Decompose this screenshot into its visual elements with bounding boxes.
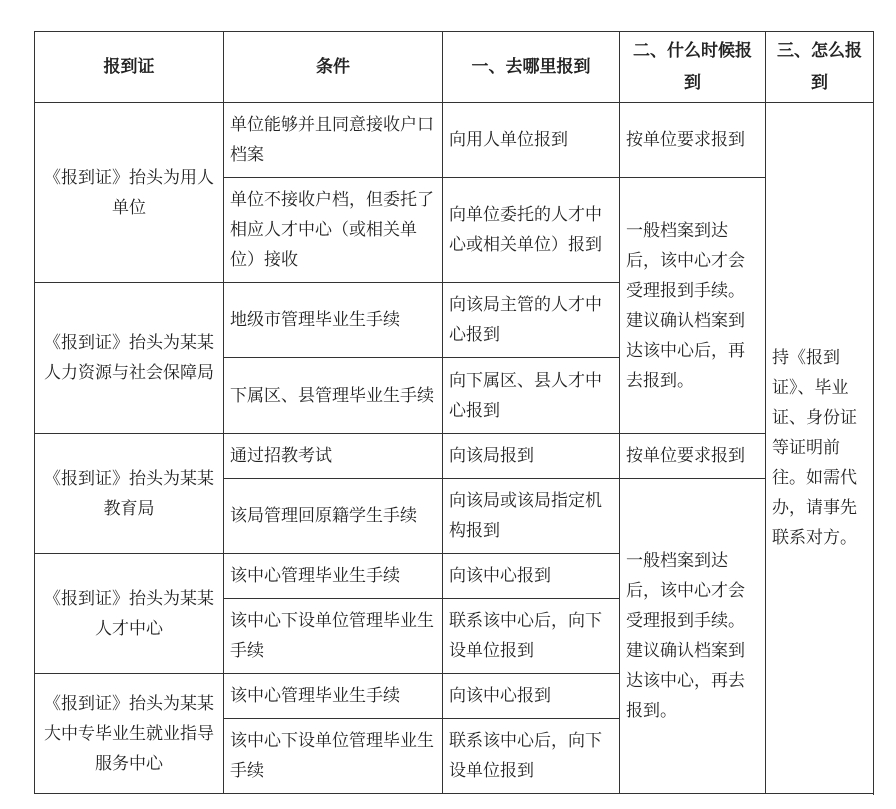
header-when: 二、什么时候报到: [620, 32, 766, 103]
cert-cell: 《报到证》抬头为某某人力资源与社会保障局: [35, 283, 224, 434]
table-row: [35, 103, 874, 178]
when-cell: 一般档案到达后，该中心才会受理报到手续。建议确认档案到达该中心，再去报到。: [620, 479, 766, 794]
condition-cell: 该局管理回原籍学生手续: [224, 479, 443, 554]
where-cell: 向该局报到: [443, 434, 620, 479]
where-cell: 向该局或该局指定机构报到: [443, 479, 620, 554]
cert-cell: 《报到证》抬头为某某教育局: [35, 434, 224, 554]
how-cell: 持《报到证》、毕业证、身份证等证明前往。如需代办，请事先联系对方。: [766, 103, 874, 794]
cert-cell: 《报到证》抬头为某某大中专毕业生就业指导服务中心: [35, 674, 224, 794]
when-cell: 按单位要求报到: [620, 434, 766, 479]
cert-cell: 《报到证》抬头为某某人才中心: [35, 554, 224, 674]
where-cell: 向下属区、县人才中心报到: [443, 358, 620, 434]
header-how: 三、怎么报到: [766, 32, 874, 103]
where-cell: 向用人单位报到: [443, 103, 620, 178]
header-condition: 条件: [224, 32, 443, 103]
where-cell: 向单位委托的人才中心或相关单位）报到: [443, 178, 620, 283]
header-cert: 报到证: [35, 32, 224, 103]
where-cell: 向该中心报到: [443, 554, 620, 599]
header-where: 一、去哪里报到: [443, 32, 620, 103]
condition-cell: 单位不接收户档，但委托了相应人才中心（或相关单位）接收: [224, 178, 443, 283]
when-cell: 按单位要求报到: [620, 103, 766, 178]
when-cell: 一般档案到达后，该中心才会受理报到手续。建议确认档案到达该中心后，再去报到。: [620, 178, 766, 434]
where-cell: 向该局主管的人才中心报到: [443, 283, 620, 358]
report-table: [34, 31, 874, 794]
condition-cell: 通过招教考试: [224, 434, 443, 479]
condition-cell: 单位能够并且同意接收户口档案: [224, 103, 443, 178]
table-row: [35, 434, 874, 479]
condition-cell: 下属区、县管理毕业生手续: [224, 358, 443, 434]
where-cell: 联系该中心后，向下设单位报到: [443, 599, 620, 674]
condition-cell: 该中心管理毕业生手续: [224, 674, 443, 719]
where-cell: 联系该中心后，向下设单位报到: [443, 719, 620, 794]
header-row: [35, 32, 874, 103]
cert-cell: 《报到证》抬头为用人单位: [35, 103, 224, 283]
condition-cell: 该中心管理毕业生手续: [224, 554, 443, 599]
condition-cell: 该中心下设单位管理毕业生手续: [224, 599, 443, 674]
where-cell: 向该中心报到: [443, 674, 620, 719]
condition-cell: 该中心下设单位管理毕业生手续: [224, 719, 443, 794]
condition-cell: 地级市管理毕业生手续: [224, 283, 443, 358]
